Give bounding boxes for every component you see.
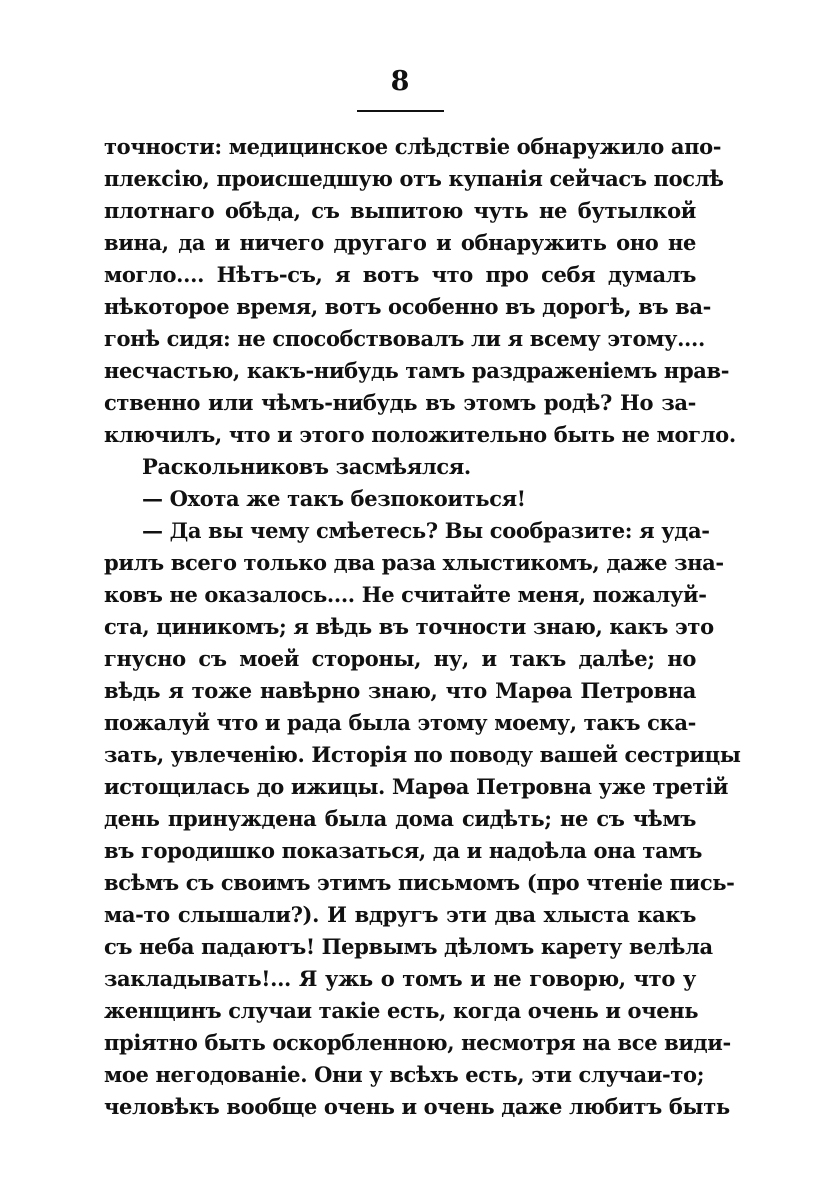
text-line: человѣкъ вообще очень и очень даже любитъ быть xyxy=(104,1094,730,1119)
text-line: гнусно съ моей стороны, ну, и такъ далѣе; но xyxy=(104,646,696,671)
text-line: — Да вы чему смѣетесь? Вы сообразите: я уда- xyxy=(142,518,710,543)
text-line: нѣкоторое время, вотъ особенно въ дорогѣ, въ ва- xyxy=(104,294,712,319)
text-line: въ городишко показаться, да и надоѣла она тамъ xyxy=(104,838,702,863)
text-line: Раскольниковъ засмѣялся. xyxy=(142,454,471,479)
text-line: женщинъ случаи такіе есть, когда очень и очень xyxy=(104,998,699,1023)
text-line: день принуждена была дома сидѣть; не съ чѣмъ xyxy=(104,806,696,831)
text-line: закладывать!... Я ужь о томъ и не говорю, что у xyxy=(104,966,696,991)
text-line: плексію, происшедшую отъ купанія сейчасъ послѣ xyxy=(104,166,724,191)
text-line: гонѣ сидя: не способствовалъ ли я всему этому.... xyxy=(104,326,705,351)
header-rule xyxy=(357,110,444,112)
text-line: зать, увлеченію. Исторія по поводу вашей сестрицы xyxy=(104,742,741,767)
text-line: ма-то слышали?). И вдругъ эти два хлыста какъ xyxy=(104,902,696,927)
text-line: пріятно быть оскорбленною, несмотря на все види- xyxy=(104,1030,731,1055)
text-line: истощилась до ижицы. Марѳа Петровна уже третій xyxy=(104,774,729,799)
text-line: мое негодованіе. Они у всѣхъ есть, эти случаи-то; xyxy=(104,1062,705,1087)
text-line: точности: медицинское слѣдствіе обнаружило апо- xyxy=(104,134,722,159)
page-number: 8 xyxy=(390,66,410,97)
text-line: пожалуй что и рада была этому моему, такъ ска- xyxy=(104,710,696,735)
body-text xyxy=(104,131,741,1123)
text-line: ственно или чѣмъ-нибудь въ этомъ родѣ? Но за- xyxy=(104,390,696,415)
text-line: плотнаго обѣда, съ выпитою чуть не бутылкой xyxy=(104,198,696,223)
text-line: — Охота же такъ безпокоиться! xyxy=(142,486,526,511)
text-line: несчастью, какъ-нибудь тамъ раздраженіемъ нрав- xyxy=(104,358,730,383)
text-line: могло.... Нѣтъ-съ, я вотъ что про себя думалъ xyxy=(104,262,696,287)
text-line: вѣдь я тоже навѣрно знаю, что Марѳа Петровна xyxy=(104,678,696,703)
text-line: съ неба падаютъ! Первымъ дѣломъ карету велѣла xyxy=(104,934,713,959)
text-line: всѣмъ съ своимъ этимъ письмомъ (про чтеніе пись- xyxy=(104,870,735,895)
text-line: ковъ не оказалось.... Не считайте меня, пожалуй- xyxy=(104,582,707,607)
text-line: ключилъ, что и этого положительно быть не могло. xyxy=(104,422,736,447)
text-line: рилъ всего только два раза хлыстикомъ, даже зна- xyxy=(104,550,724,575)
text-line: вина, да и ничего другаго и обнаружить оно не xyxy=(104,230,696,255)
text-line: ста, циникомъ; я вѣдь въ точности знаю, какъ это xyxy=(104,614,714,639)
